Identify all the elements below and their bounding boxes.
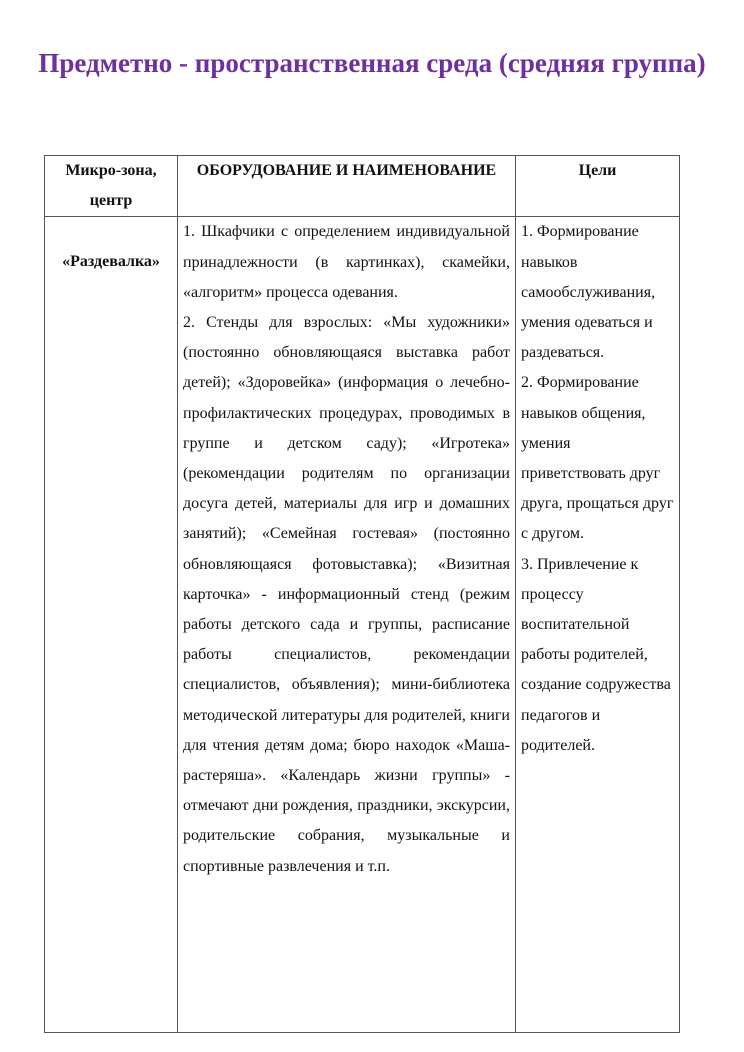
header-micro-zone: Микро-зона, центр bbox=[45, 156, 178, 217]
page-title: Предметно - пространственная среда (средняя группа) bbox=[38, 48, 706, 78]
table-row bbox=[45, 217, 680, 1033]
table-header-row bbox=[45, 156, 680, 217]
goals-cell bbox=[516, 217, 680, 1033]
header-equipment: ОБОРУДОВАНИЕ И НАИМЕНОВАНИЕ bbox=[178, 156, 516, 217]
environment-table bbox=[44, 155, 680, 1033]
zone-cell: «Раздевалка» bbox=[45, 217, 178, 1033]
equipment-cell bbox=[178, 217, 516, 1033]
goal-item: 2. Формирование навыков общения, умения приветствовать друг друга, прощаться друг с другом. bbox=[521, 374, 674, 543]
goal-item: 1. Формирование навыков самообслуживания, умения одеваться и раздеваться. bbox=[521, 223, 656, 362]
equipment-item: 2. Стенды для взрослых: «Мы художники» (постоянно обновляющаяся выставка работ детей); «Здоровейка» (информация о лечебно-профилактических процедурах, проводимых в группе и детском саду); «Игротека» (рекомендации родителям по организации досуга детей, материалы для игр и домашних занятий); «Семейная гостевая» (постоянно обновляющаяся фотовыставка); «Визитная карточка» - информационный стенд (режим работы детского сада и группы, расписание работы специалистов, рекомендации специалистов, объявления); мини-библиотека методической литературы для родителей, книги для чтения детям дома; бюро находок «Маша-растеряша». «Календарь жизни группы» - отмечают дни рождения, праздники, экскурсии, родительские собрания, музыкальные и спортивные развлечения и т.п. bbox=[183, 314, 510, 875]
equipment-item: 1. Шкафчики с определением индивидуальной принадлежности (в картинках), скамейки, «алгоритм» процесса одевания. bbox=[183, 223, 510, 301]
header-goals: Цели bbox=[516, 156, 680, 217]
goal-item: 3. Привлечение к процессу воспитательной работы родителей, создание содружества педагогов и родителей. bbox=[521, 555, 671, 754]
